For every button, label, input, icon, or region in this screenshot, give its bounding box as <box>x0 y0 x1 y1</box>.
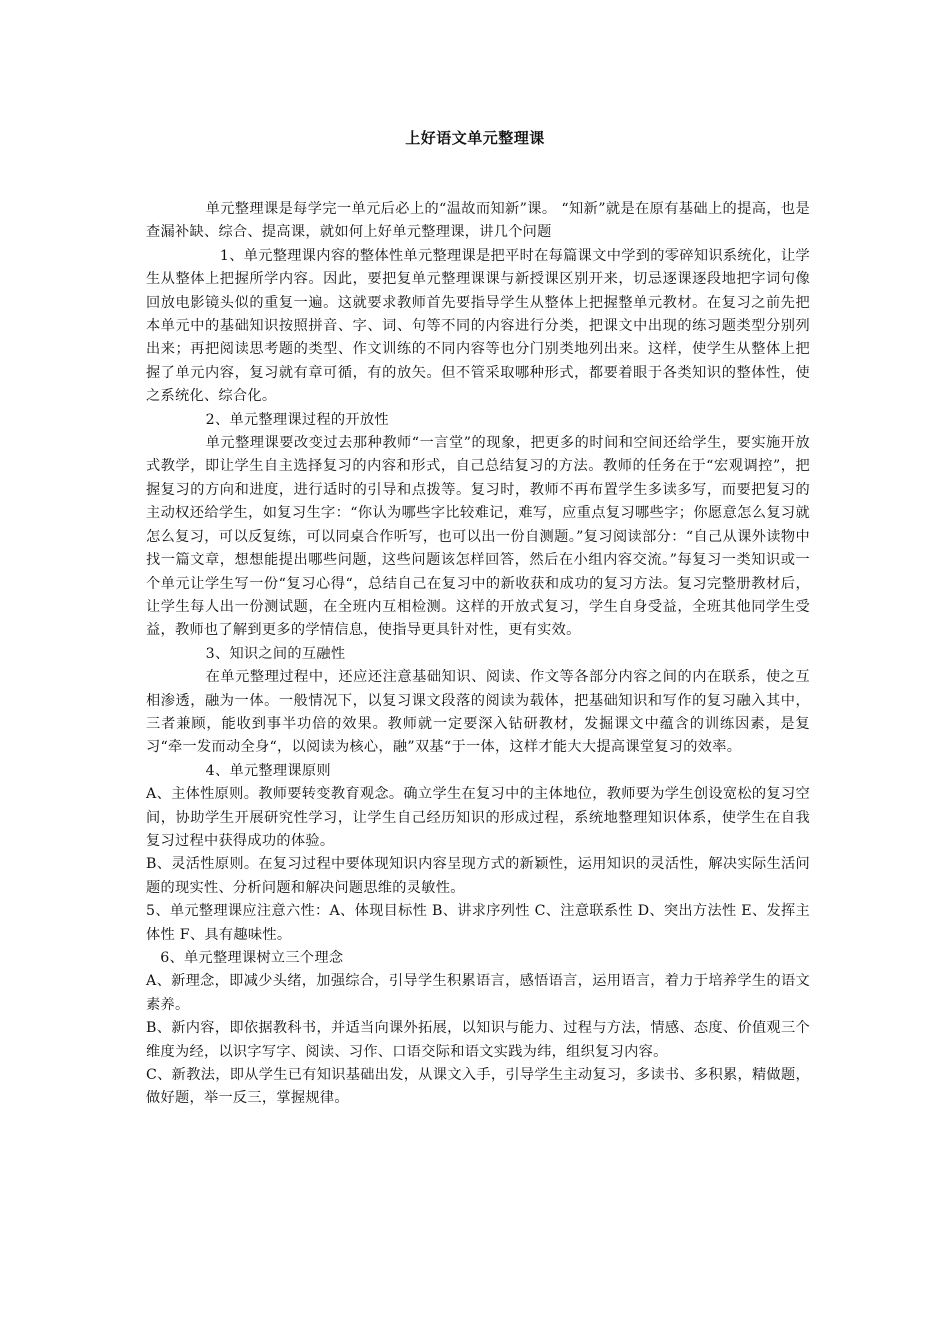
document-title: 上好语文单元整理课 <box>405 129 545 147</box>
section-5-paragraph: 5、单元整理课应注意六性：A、体现目标性 B、讲求序列性 C、注意联系性 D、突出方法性 E、发挥主体性 F、具有趣味性。 <box>146 903 810 943</box>
section-1-paragraph: 1、单元整理课内容的整体性单元整理课是把平时在每篇课文中学到的零碎知识系统化，让学生从整体上把握所学内容。因此，要把复单元整理课课与新授课区别开来，切忌逐课逐段地把字词句像回放电影镜头似的重复一遍。这就要求教师首先要指导学生从整体上把握整单元教材。在复习之前先把本单元中的基础知识按照拼音、字、词、句等不同的内容进行分类，把课文中出现的练习题类型分别列出来；再把阅读思考题的类型、作文训练的不同内容等也分门别类地列出来。这样，使学生从整体上把握了单元内容，复习就有章可循，有的放矢。但不管采取哪种形式，都要着眼于各类知识的整体性，使之系统化、综合化。 <box>146 247 810 405</box>
section-2-heading: 2、单元整理课过程的开放性 <box>205 411 389 428</box>
section-2-paragraph: 单元整理课要改变过去那种教师“一言堂”的现象，把更多的时间和空间还给学生，要实施开放式教学，即让学生自主选择复习的内容和形式，自己总结复习的方法。教师的任务在于“宏观调控”，把握复习的方向和进度，进行适时的引导和点拨等。复习时，教师不再布置学生多读多写，而要把复习的主动权还给学生，如复习生字：“你认为哪些字比较难记，难写，应重点复习哪些字；你愿意怎么复习就怎么复习，可以反复练，可以同桌合作听写，也可以出一份自测题。”复习阅读部分：“自己从课外读物中找一篇文章，想想能提出哪些问题，这些问题该怎样回答，然后在小组内容交流。”每复习一类知识或一个单元让学生写一份“复习心得“，总结自己在复习中的新收获和成功的复习方法。复习完整册教材后，让学生每人出一份测试题，在全班内互相检测。这样的开放式复习，学生自身受益，全班其他同学生受益，教师也了解到更多的学情信息，使指导更具针对性，更有实效。 <box>146 435 810 639</box>
principle-a-paragraph: A、主体性原则。教师要转变教育观念。确立学生在复习中的主体地位，教师要为学生创设宽松的复习空间，协助学生开展研究性学习，让学生自己经历知识的形成过程，系统地整理知识体系，使学生在自我复习过程中获得成功的体验。 <box>146 786 810 849</box>
principle-b-paragraph: B、灵活性原则。在复习过程中要体现知识内容呈现方式的新颖性，运用知识的灵活性，解决实际生活问题的现实性、分析问题和解决问题思维的灵敏性。 <box>146 856 810 896</box>
concept-b-paragraph: B、新内容，即依据教科书，并适当向课外拓展，以知识与能力、过程与方法，情感、态度、价值观三个维度为经，以识字写字、阅读、习作、口语交际和语文实践为纬，组织复习内容。 <box>146 1020 810 1060</box>
concept-a-paragraph: A、新理念，即减少头绪，加强综合，引导学生积累语言，感悟语言，运用语言，着力于培养学生的语文素养。 <box>146 973 810 1013</box>
document-body <box>146 198 810 1111</box>
section-6-heading: 6、单元整理课树立三个理念 <box>160 950 344 966</box>
intro-paragraph: 单元整理课是每学完一单元后必上的“温故而知新”课。 “知新”就是在原有基础上的提高，也是查漏补缺、综合、提高课，就如何上好单元整理课，讲几个问题 <box>146 201 810 241</box>
section-3-paragraph: 在单元整理过程中，还应还注意基础知识、阅读、作文等各部分内容之间的内在联系，使之互相渗透，融为一体。一般情况下，以复习课文段落的阅读为载体，把基础知识和写作的复习融入其中，三者兼顾，能收到事半功倍的效果。教师就一定要深入钻研教材，发掘课文中蕴含的训练因素，是复习“牵一发而动全身“，以阅读为核心，融”双基“于一体，这样才能大大提高课堂复习的效率。 <box>146 669 810 756</box>
section-3-heading: 3、知识之间的互融性 <box>205 645 346 662</box>
concept-c-paragraph: C、新教法，即从学生已有知识基础出发，从课文入手，引导学生主动复习，多读书、多积累，精做题，做好题，举一反三，掌握规律。 <box>146 1067 810 1107</box>
section-4-heading: 4、单元整理课原则 <box>205 762 331 779</box>
